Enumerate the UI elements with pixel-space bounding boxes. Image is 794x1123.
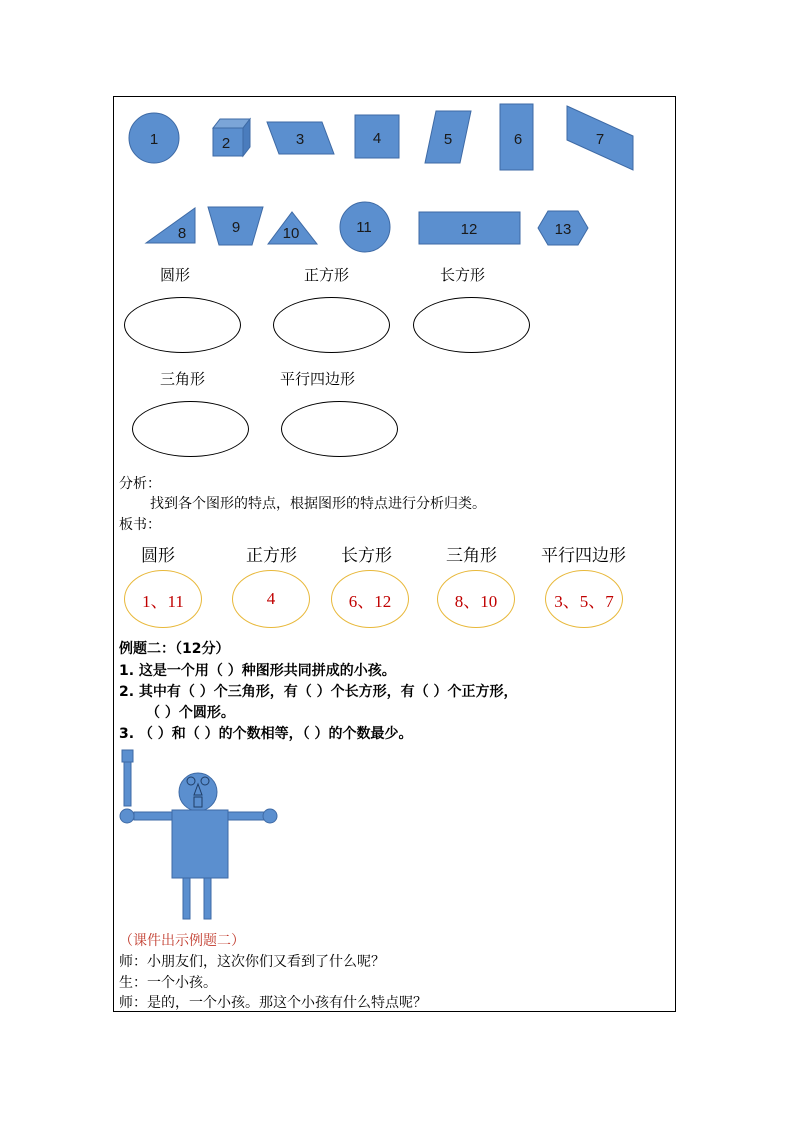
analysis-text: 找到各个图形的特点，根据图形的特点进行分析归类。 — [150, 496, 486, 512]
shape-12-label: 12 — [460, 221, 478, 238]
shapes-panel — [0, 0, 794, 260]
analysis-label: 分析： — [119, 476, 161, 492]
shape-2-cube — [213, 119, 250, 156]
board-item-square-name: 正方形 — [246, 546, 297, 566]
child-head-circle — [179, 773, 217, 811]
board-label: 板书： — [119, 517, 161, 533]
child-left-hand-circle — [120, 809, 134, 823]
example2-title: 例题二：（12分） — [119, 641, 230, 657]
example2-question-1: 1. 这是一个用（ ）种图形共同拼成的小孩。 — [119, 663, 396, 679]
child-left-leg-rect — [183, 878, 190, 919]
child-figure — [115, 748, 285, 923]
example2-question-3: 3. （ ）和（ ）的个数相等，（ ）的个数最少。 — [119, 726, 413, 742]
child-left-arm-rect — [134, 812, 172, 820]
dialogue-teacher-2: 师：是的，一个小孩。那这个小孩有什么特点呢？ — [119, 995, 427, 1011]
example2-question-2a: 2. 其中有（ ）个三角形，有（ ）个长方形，有（ ）个正方形， — [119, 684, 518, 700]
answer-ellipse-parallelogram — [281, 401, 398, 457]
child-raised-arm-rect — [124, 762, 131, 806]
board-item-circle-name: 圆形 — [141, 546, 175, 566]
category-rectangle-label: 长方形 — [440, 266, 486, 284]
board-item-circle-value: 1、11 — [124, 570, 202, 628]
child-body-rect — [172, 810, 228, 878]
shape-8-label: 8 — [177, 225, 187, 242]
shape-5-label: 5 — [443, 131, 453, 148]
dialogue-teacher-1: 师：小朋友们，这次你们又看到了什么呢？ — [119, 954, 385, 970]
board-item-parallelogram-value: 3、5、7 — [545, 570, 623, 628]
shape-4-label: 4 — [372, 130, 382, 147]
shape-6-label: 6 — [513, 131, 523, 148]
shape-7-label: 7 — [595, 131, 605, 148]
category-triangle-label: 三角形 — [160, 370, 206, 388]
board-item-parallelogram-name: 平行四边形 — [541, 546, 626, 566]
shape-11-label: 11 — [356, 219, 372, 236]
shape-13-label: 13 — [554, 221, 572, 238]
shape-1-label: 1 — [149, 131, 159, 148]
answer-ellipse-rectangle — [413, 297, 530, 353]
child-raised-arm-hand-square — [122, 750, 133, 762]
category-circle-label: 圆形 — [160, 266, 191, 284]
shape-10-label: 10 — [282, 225, 300, 242]
answer-ellipse-circle — [124, 297, 241, 353]
answer-ellipse-square — [273, 297, 390, 353]
board-item-triangle-name: 三角形 — [446, 546, 497, 566]
board-item-rectangle-value: 6、12 — [331, 570, 409, 628]
board-item-triangle-value: 8、10 — [437, 570, 515, 628]
example2-question-2b: （ ）个圆形。 — [146, 705, 235, 721]
shape-9-label: 9 — [231, 219, 241, 236]
shape-8-triangle — [146, 208, 195, 243]
board-item-square-value: 4 — [232, 570, 310, 628]
child-right-leg-rect — [204, 878, 211, 919]
child-right-hand-circle — [263, 809, 277, 823]
answer-ellipse-triangle — [132, 401, 249, 457]
board-item-rectangle-name: 长方形 — [341, 546, 392, 566]
shape-2-label: 2 — [221, 135, 231, 152]
category-parallelogram-label: 平行四边形 — [280, 370, 356, 388]
courseware-note: （课件出示例题二） — [119, 933, 245, 949]
shape-3-label: 3 — [295, 131, 305, 148]
dialogue-student-1: 生：一个小孩。 — [119, 975, 217, 991]
category-square-label: 正方形 — [304, 266, 350, 284]
